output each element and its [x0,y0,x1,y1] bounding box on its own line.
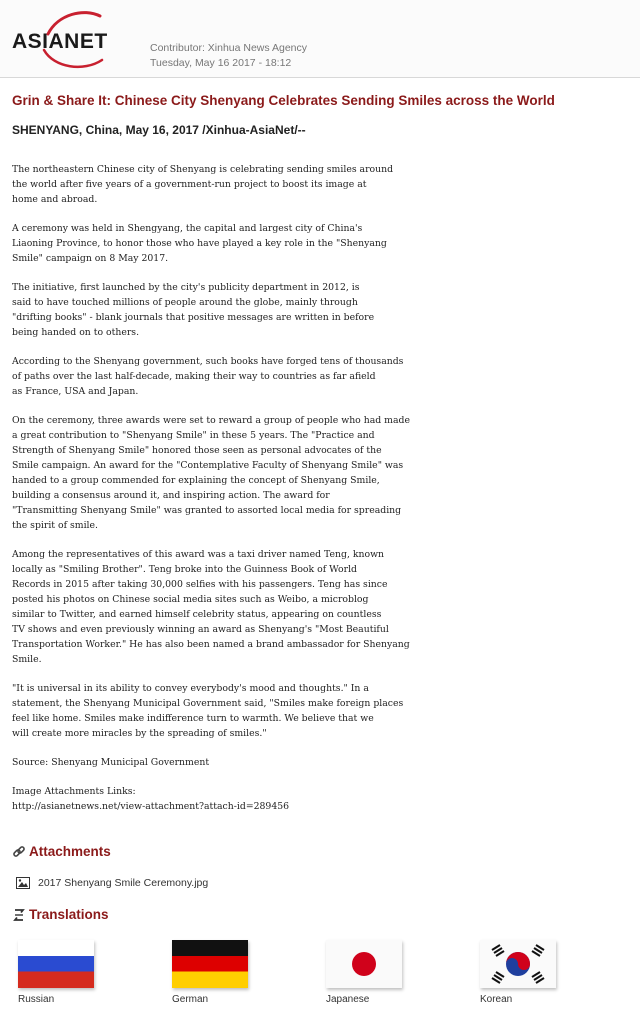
translation-flags [0,940,640,1020]
paragraph: Among the representatives of this award was a taxi driver named Teng, known locally as "Smiling Brother". Teng broke into the Guinness Book of World Records in 2015 after taking 30,000 selfies with his passengers. Teng has since posted his photos on Chinese social media sites such as Weibo, a microblog similar to Twitter, and earned himself celebrity status, appearing on countless TV shows and even previously winning an award as Shenyang's "Most Beautiful Transportation Worker." He has also been named a brand ambassador for Shenyang Smile. [12,549,410,665]
paragraph: On the ceremony, three awards were set to reward a group of people who had made a great contribution to "Shenyang Smile" in these 5 years. The "Practice and Strength of Shenyang Smile" honored those seen as personal advocates of the Smile campaign. An award for the "Contemplative Faculty of Shenyang Smile" was handed to a group commended for explaining the concept of Shenyang Smile, building a consensus around it, and inspiring action. The award for "Transmitting Shenyang Smile" was granted to assorted local media for spreading the spirit of smile. [12,415,410,531]
paragraph: The initiative, first launched by the city's publicity department in 2012, is said to have touched millions of people around the globe, mainly through "drifting books" - blank journals that positive messages are written in before being handed on to others. [12,282,375,338]
russia-flag-icon[interactable] [18,940,94,988]
translation-korean[interactable] [480,940,570,1005]
paragraph: According to the Shenyang government, such books have forged tens of thousands of paths over the last half-decade, making their way to countries as far afield as France, USA and Japan. [12,356,404,397]
translation-japanese[interactable] [326,940,416,1005]
paragraph: A ceremony was held in Shengyang, the capital and largest city of China's Liaoning Province, to honor those who have played a key role in the "Shenyang Smile" campaign on 8 May 2017. [12,223,387,264]
source-line: Source: Shenyang Municipal Government [12,757,210,768]
image-icon [16,877,30,889]
asianet-logo[interactable] [10,8,115,70]
translation-label[interactable]: Japanese [326,994,370,1005]
japan-flag-icon[interactable] [326,940,402,988]
korea-flag-emblem [480,940,556,988]
page-header [0,0,640,78]
germany-flag-icon[interactable] [172,940,248,988]
translation-label[interactable]: German [172,994,209,1005]
publish-date: Tuesday, May 16 2017 - 18:12 [150,57,292,69]
attachment-item[interactable] [16,877,208,889]
translations-heading-text: Translations [29,907,109,922]
translate-icon [12,908,26,922]
article-body [12,162,482,828]
image-attachment-links[interactable]: Image Attachments Links: http://asianetnews.net/view-attachment?attach-id=289456 [12,786,290,812]
translation-label[interactable]: Korean [480,994,513,1005]
article-title: Grin & Share It: Chinese City Shenyang Celebrates Sending Smiles across the World [12,93,555,108]
attachments-heading-text: Attachments [29,844,111,859]
paragraph: "It is universal in its ability to convey everybody's mood and thoughts." In a statement, the Shenyang Municipal Government said, "Smiles make foreign places feel like home. Smiles make indifference turn to warmth. We believe that we will create more miracles by the spreading of smiles." [12,683,404,739]
japan-flag-disc [326,940,402,988]
translation-german[interactable] [172,940,262,1005]
logo-swoosh-bottom [40,46,106,72]
translation-russian[interactable] [18,940,108,1005]
logo-text: ASIANET [12,30,108,53]
translations-heading [12,907,109,922]
korea-flag-icon[interactable] [480,940,556,988]
contributor-label: Contributor: Xinhua News Agency [150,42,308,54]
article-dateline: SHENYANG, China, May 16, 2017 /Xinhua-AsiaNet/-- [12,123,306,137]
link-icon [12,845,26,859]
attachment-link[interactable]: 2017 Shenyang Smile Ceremony.jpg [38,877,209,889]
translation-label[interactable]: Russian [18,994,55,1005]
paragraph: The northeastern Chinese city of Shenyang is celebrating sending smiles around the world after five years of a government-run project to boost its image at home and abroad. [12,164,394,205]
attachments-heading [12,844,111,859]
